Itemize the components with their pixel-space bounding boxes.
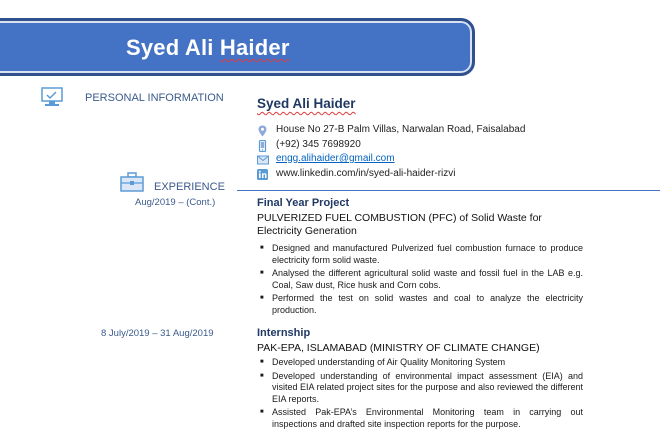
list-item: ■ Developed understanding of Air Quality Monitoring System <box>257 357 583 369</box>
list-item: ■ Developed understanding of environmental impact assessment (EIA) and visited EIA related project sites for the purpose and also reviewed the different EIA reports. <box>257 371 583 406</box>
location-pin-icon <box>257 125 268 136</box>
phone-icon <box>257 140 268 151</box>
list-item: ■ Assisted Pak-EPA’s Environmental Monitoring team in carrying out inspections and drafted site inspection reports for the purpose. <box>257 407 583 430</box>
experience-date: Aug/2019 – (Cont.) <box>135 197 216 208</box>
internship-title: Internship <box>257 327 311 339</box>
section-divider <box>237 190 660 191</box>
banner-surname: Haider <box>219 35 290 60</box>
experience-subtitle: PULVERIZED FUEL COMBUSTION (PFC) of Solid Waste for Electricity Generation <box>257 212 542 237</box>
address-text: House No 27-B Palm Villas, Narwalan Road, Faisalabad <box>276 124 526 135</box>
briefcase-icon <box>120 172 144 197</box>
linkedin-icon <box>257 169 268 180</box>
contact-name <box>257 96 356 111</box>
experience-label: EXPERIENCE <box>154 181 225 193</box>
banner-name <box>126 35 290 61</box>
list-item: ■ Analysed the different agricultural solid waste and fossil fuel in the LAB e.g. Coal, Saw dust, Rice husk and Corn cobs. <box>257 268 583 291</box>
personal-information-label: PERSONAL INFORMATION <box>85 92 224 104</box>
internship-subtitle: PAK-EPA, ISLAMABAD (MINISTRY OF CLIMATE CHANGE) <box>257 342 540 354</box>
email-link[interactable]: engg.alihaider@gmail.com <box>276 153 395 164</box>
list-item: ■ Performed the test on solid wastes and coal to analyze the electricity production. <box>257 293 583 316</box>
linkedin-text: www.linkedin.com/in/syed-ali-haider-rizvi <box>276 168 456 179</box>
banner-first-names: Syed Ali <box>126 35 220 60</box>
experience-bullets <box>257 243 583 318</box>
contact-name-text: Syed Ali Haider <box>257 96 356 111</box>
internship-bullets <box>257 357 583 432</box>
list-item: ■ Designed and manufactured Pulverized fuel combustion furnace to produce electricity form solid waste. <box>257 243 583 266</box>
internship-date: 8 July/2019 – 31 Aug/2019 <box>101 328 214 339</box>
phone-text: (+92) 345 7698920 <box>276 139 361 150</box>
monitor-icon <box>40 87 64 112</box>
experience-title: Final Year Project <box>257 197 350 209</box>
email-icon <box>257 154 268 165</box>
